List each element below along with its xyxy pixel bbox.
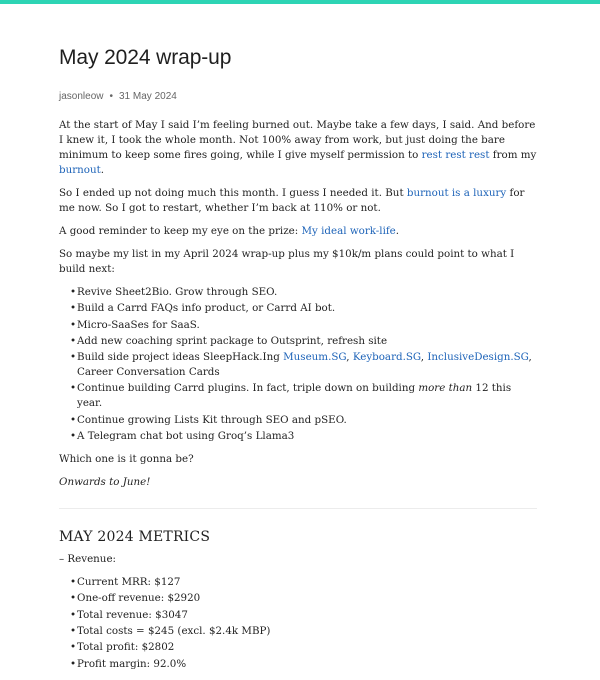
list-item <box>77 350 537 380</box>
metrics-heading: MAY 2024 METRICS <box>59 529 211 546</box>
section-divider <box>59 508 537 509</box>
meta-separator: • <box>109 91 113 102</box>
paragraph-restart <box>59 186 537 216</box>
author-link[interactable]: jasonleow <box>59 91 104 102</box>
paragraph-question: Which one is it gonna be? <box>59 453 194 466</box>
list-item-text: 12 this year. <box>77 382 512 410</box>
paragraph-intro <box>59 118 537 178</box>
keyboard-sg-link[interactable]: Keyboard.SG <box>352 351 421 364</box>
ideas-list <box>59 285 537 444</box>
metric-item: • Current MRR: $127 <box>77 575 537 590</box>
burnout-luxury-link[interactable]: burnout is a luxury <box>406 187 507 199</box>
burnout-link[interactable]: burnout <box>59 164 101 176</box>
list-item: • Add new coaching sprint package to Outsprint, refresh site <box>77 334 537 349</box>
list-item: • Revive Sheet2Bio. Grow through SEO. <box>77 285 537 300</box>
list-item: • A Telegram chat bot using Groq’s Llama3 <box>77 429 537 444</box>
list-item: • Continue growing Lists Kit through SEO and pSEO. <box>77 413 537 428</box>
metrics-list <box>59 575 537 671</box>
list-item-text: , <box>420 351 428 364</box>
metric-item: • One-off revenue: $2920 <box>77 591 537 606</box>
metric-item: • Total profit: $2802 <box>77 640 537 655</box>
ideal-work-life-link[interactable]: My ideal work-life <box>301 225 396 237</box>
paragraph-text: for me now. So I got to restart, whether I’m back at 110% or not. <box>59 187 525 214</box>
paragraph-reminder <box>59 224 537 239</box>
paragraph-text: At the start of May I said I’m feeling burned out. Maybe take a few days, I said. And before I knew it, I took the whole month. Not 100% away from work, but just doing the bare minimum to keep some fires going, while I give myself permission to <box>59 119 536 161</box>
metric-item: • Total costs = $245 (excl. $2.4k MBP) <box>77 624 537 639</box>
inclusivedesign-sg-link[interactable]: InclusiveDesign.SG <box>427 351 529 364</box>
paragraph-text: from my <box>489 149 537 161</box>
list-item-text: , Career Conversation Cards <box>77 351 532 379</box>
museum-sg-link[interactable]: Museum.SG <box>283 351 347 364</box>
list-item <box>77 381 537 411</box>
article <box>59 44 537 680</box>
list-item: • Build a Carrd FAQs info product, or Carrd AI bot. <box>77 301 537 316</box>
emphasis-text: more than <box>418 382 473 395</box>
paragraph-text: So I ended up not doing much this month. I guess I needed it. But <box>59 187 407 199</box>
list-item-text: Build side project ideas SleepHack.Ing <box>77 351 284 364</box>
list-item: • Micro-SaaSes for SaaS. <box>77 318 537 333</box>
list-item-text: , <box>346 351 353 364</box>
top-accent-bar <box>0 0 600 4</box>
paragraph-text: . <box>100 164 105 176</box>
paragraph-text: . <box>395 225 400 237</box>
metric-item: • Total revenue: $3047 <box>77 608 537 623</box>
page-title: May 2024 wrap-up <box>59 46 232 69</box>
rest-link[interactable]: rest rest rest <box>421 149 490 161</box>
paragraph-text: A good reminder to keep my eye on the prize: <box>59 225 302 237</box>
paragraph-closing: Onwards to June! <box>59 476 151 489</box>
list-item-text: Continue building Carrd plugins. In fact, triple down on building <box>77 382 419 395</box>
paragraph-list-intro: So maybe my list in my April 2024 wrap-up plus my $10k/m plans could point to what I build next: <box>59 248 515 275</box>
metric-item: • Profit margin: 92.0% <box>77 657 537 672</box>
post-meta <box>59 90 537 104</box>
post-body <box>59 118 537 672</box>
revenue-label: – Revenue: <box>59 553 117 566</box>
post-date: 31 May 2024 <box>119 91 177 102</box>
